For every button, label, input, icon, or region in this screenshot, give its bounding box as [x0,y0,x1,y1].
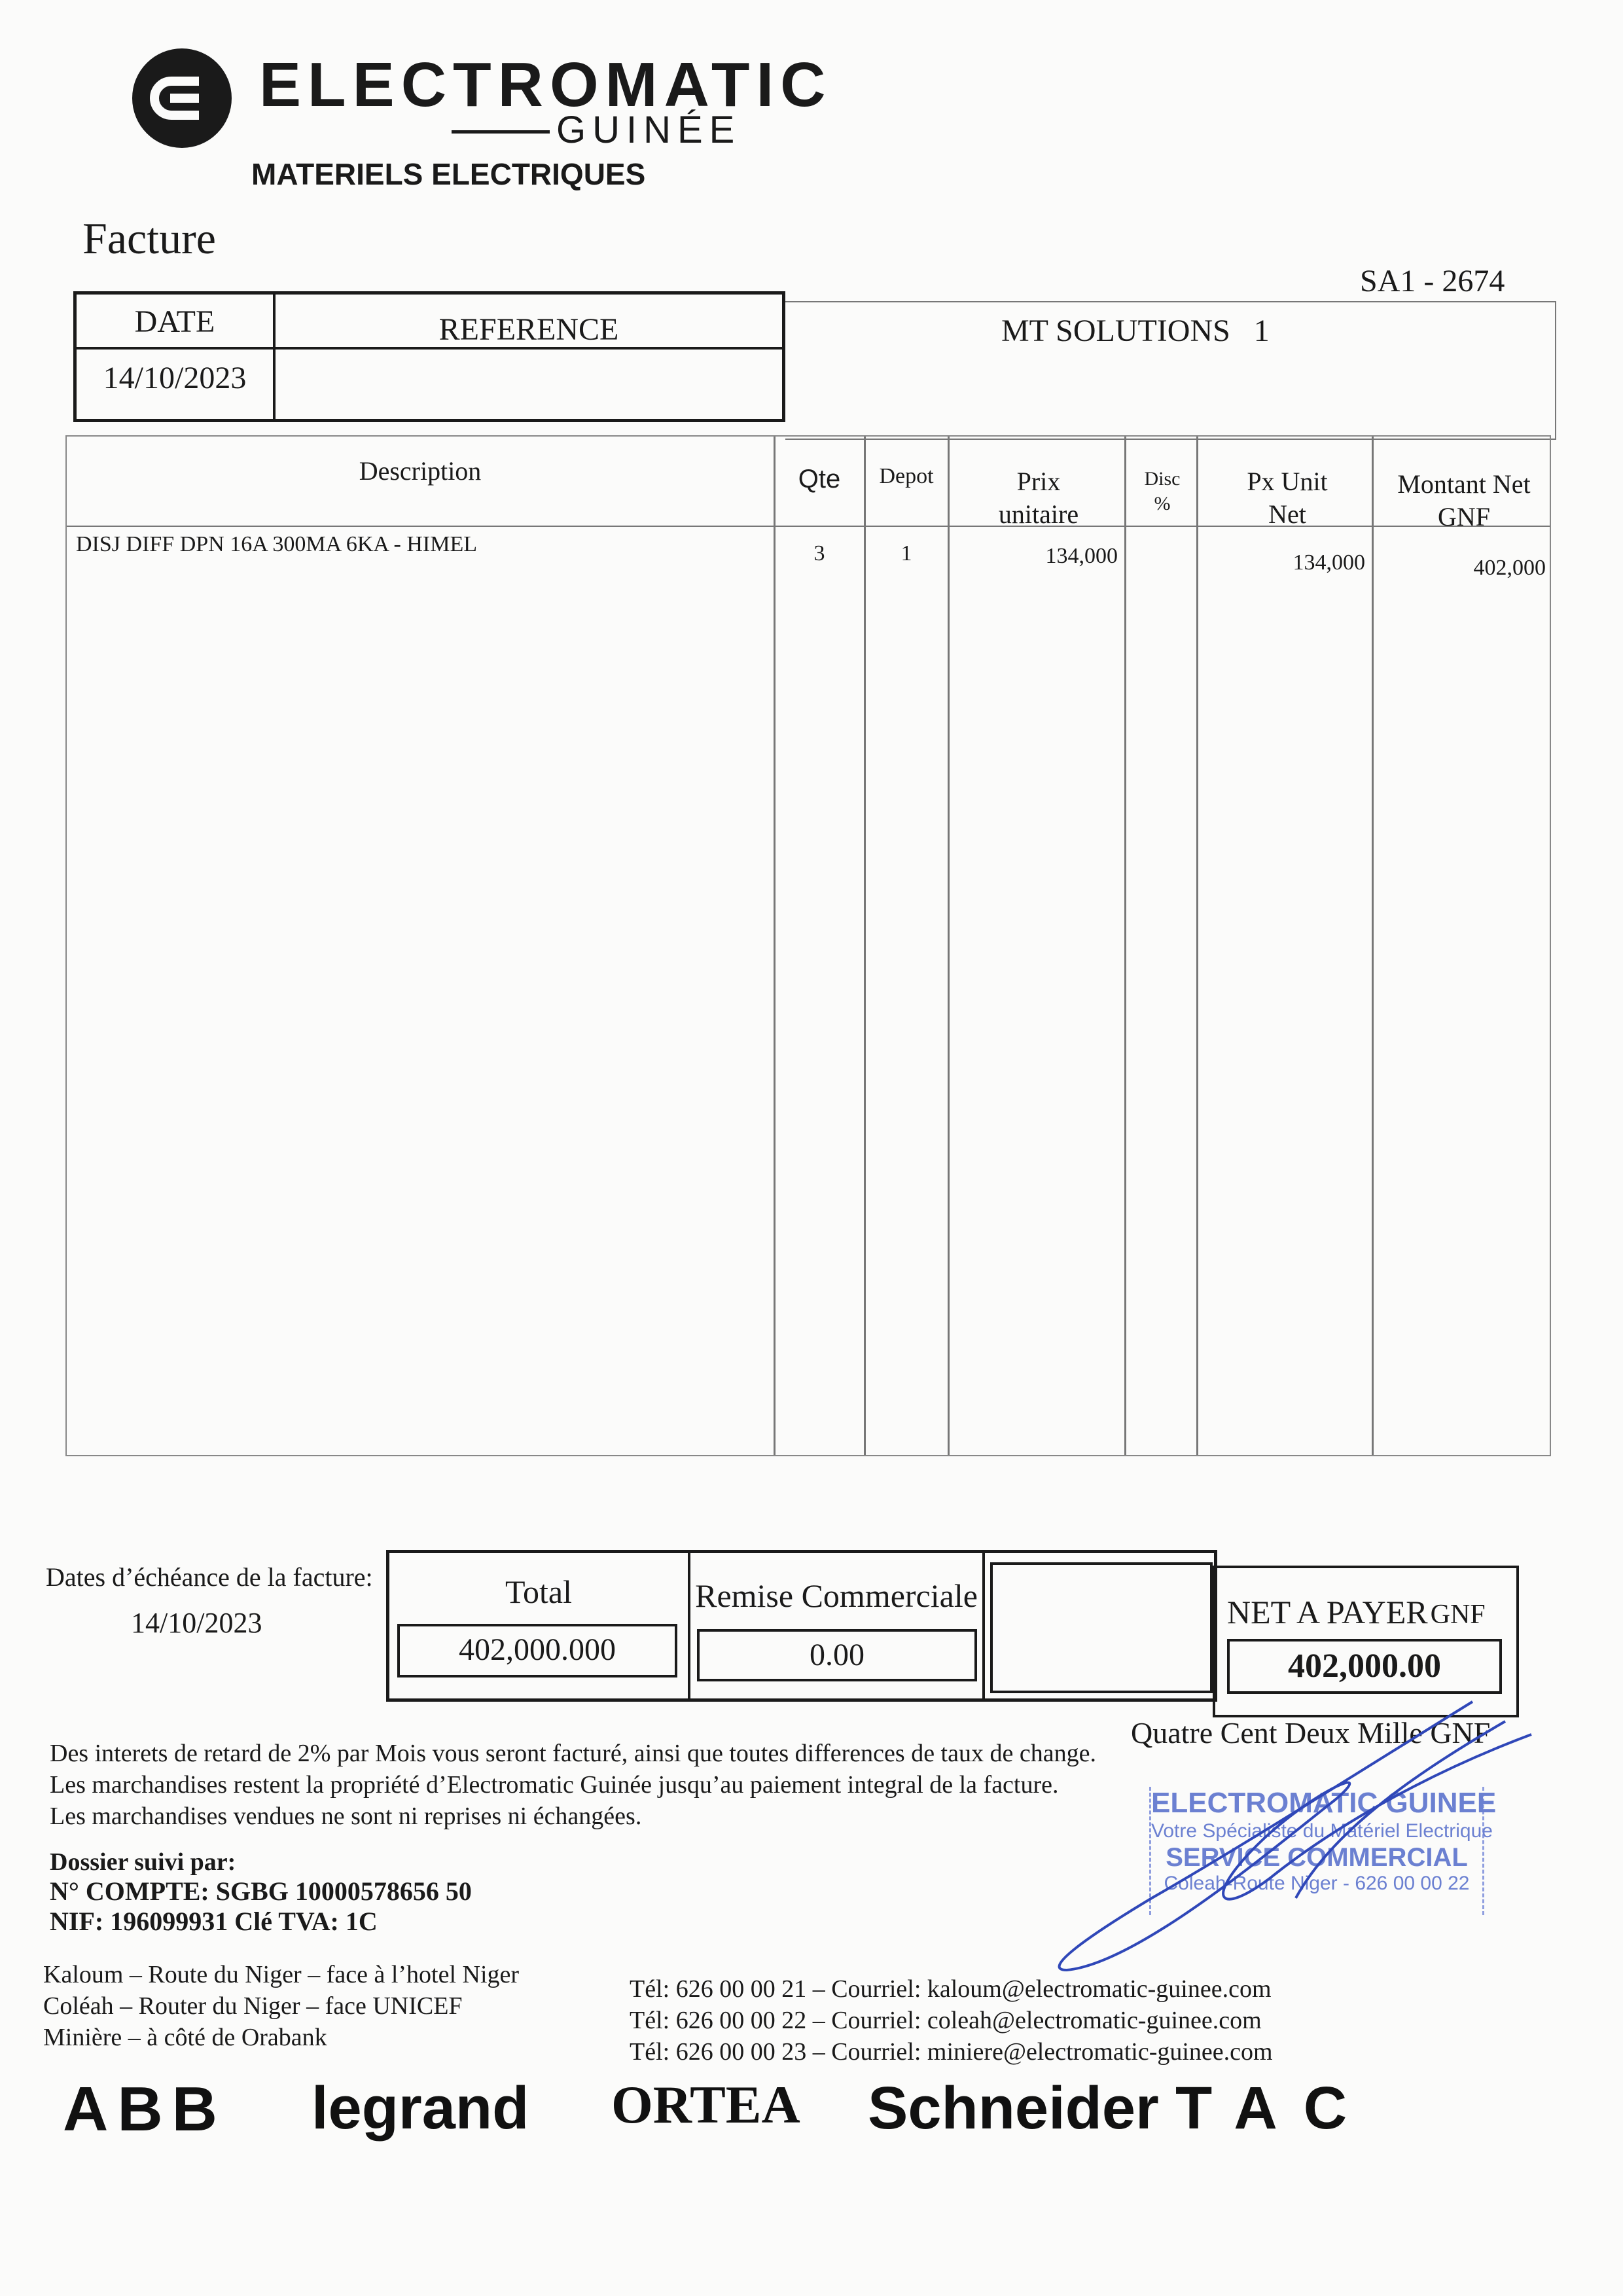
brand-tac-logo: TAC [1175,2075,1374,2142]
due-date-label: Dates d’échéance de la facture: [46,1562,373,1592]
brand-divider [452,130,550,134]
totals-box [386,1550,1217,1702]
net-to-pay-value: 402,000.00 [1288,1647,1441,1685]
invoice-number: SA1 - 2674 [1360,264,1505,298]
discount-label: Remise Commerciale [695,1577,978,1614]
brand-name: ELECTROMATIC [259,50,832,120]
document-title: Facture [82,213,216,263]
address-line: Minière – à côté de Orabank [43,2024,327,2051]
total-value: 402,000.000 [459,1632,616,1667]
brand-legrand-logo: legrand [312,2075,529,2142]
box-divider [273,295,276,419]
box-divider [982,1553,985,1698]
net-currency: GNF [1430,1600,1486,1630]
column-divider [948,437,950,1455]
row-qte: 3 [813,541,825,565]
box-divider [688,1553,690,1698]
company-logo [131,47,233,149]
column-divider [1196,437,1198,1455]
stamp-line: Votre Spécialiste du Matériel Electrique [1151,1820,1493,1842]
condition-text: Les marchandises vendues ne sont ni reprises ni échangées. [50,1803,642,1830]
client-name: MT SOLUTIONS 1 [1001,314,1270,348]
contact-line: Tél: 626 00 00 22 – Courriel: coleah@electromatic-guinee.com [630,2007,1262,2034]
company-tagline: MATERIELS ELECTRIQUES [251,157,646,191]
brand-subtitle: GUINÉE [556,109,741,151]
reference-label: REFERENCE [438,312,619,347]
dossier-label: Dossier suivi par: [50,1848,236,1876]
column-divider [1372,437,1374,1455]
amount-in-words: Quatre Cent Deux Mille GNF [1131,1716,1491,1749]
row-description: DISJ DIFF DPN 16A 300MA 6KA - HIMEL [76,532,478,556]
column-header-px-unit-net: Px Unit Net [1247,467,1328,529]
stamp-line: Coleah-Route Niger - 626 00 00 22 [1164,1873,1470,1895]
total-label: Total [505,1573,573,1610]
due-date: 14/10/2023 [131,1607,262,1639]
column-header-montant: Montant Net GNF [1397,469,1531,531]
brand-ortea-logo: ORTEA [611,2075,800,2134]
box-divider [77,347,782,350]
account-number: N° COMPTE: SGBG 10000578656 50 [50,1876,472,1906]
stamp-line: SERVICE COMMERCIAL [1166,1843,1468,1873]
column-header-disc: Disc % [1144,468,1181,514]
contact-line: Tél: 626 00 00 21 – Courriel: kaloum@electromatic-guinee.com [630,1975,1272,2003]
signature [969,1682,1558,1983]
tax-id: NIF: 196099931 Clé TVA: 1C [50,1907,378,1936]
column-header-description: Description [359,456,482,486]
condition-text: Des interets de retard de 2% par Mois vous seront facturé, ainsi que toutes differences de taux de change. [50,1740,1096,1767]
brand-schneider-logo: Schneider [868,2075,1159,2142]
contact-line: Tél: 626 00 00 23 – Courriel: miniere@electromatic-guinee.com [630,2038,1273,2066]
column-divider [864,437,866,1455]
column-header-qte: Qte [798,465,841,493]
empty-field-box [990,1562,1213,1693]
row-px-unit-net: 134,000 [1293,550,1365,575]
row-montant: 402,000 [1473,556,1546,580]
column-divider [1124,437,1126,1455]
column-header-prix-unitaire: Prix unitaire [998,467,1079,529]
condition-text: Les marchandises restent la propriété d’Electromatic Guinée jusqu’au paiement integral de la facture. [50,1771,1059,1799]
date-label: DATE [134,304,215,339]
address-line: Coléah – Router du Niger – face UNICEF [43,1992,463,2020]
items-table [65,435,1551,1456]
column-divider [774,437,776,1455]
invoice-date: 14/10/2023 [103,361,247,395]
row-prix-unitaire: 134,000 [1045,544,1118,568]
discount-value: 0.00 [810,1638,865,1672]
row-depot: 1 [901,541,912,565]
net-to-pay-label: NET A PAYER [1227,1594,1428,1630]
column-header-depot: Depot [879,464,934,488]
stamp-line: ELECTROMATIC GUINEE [1151,1787,1497,1819]
date-reference-box [73,291,785,422]
partner-brands [63,2074,1568,2150]
brand-abb-logo: ABB [63,2074,226,2144]
address-line: Kaloum – Route du Niger – face à l’hotel Niger [43,1961,520,1988]
